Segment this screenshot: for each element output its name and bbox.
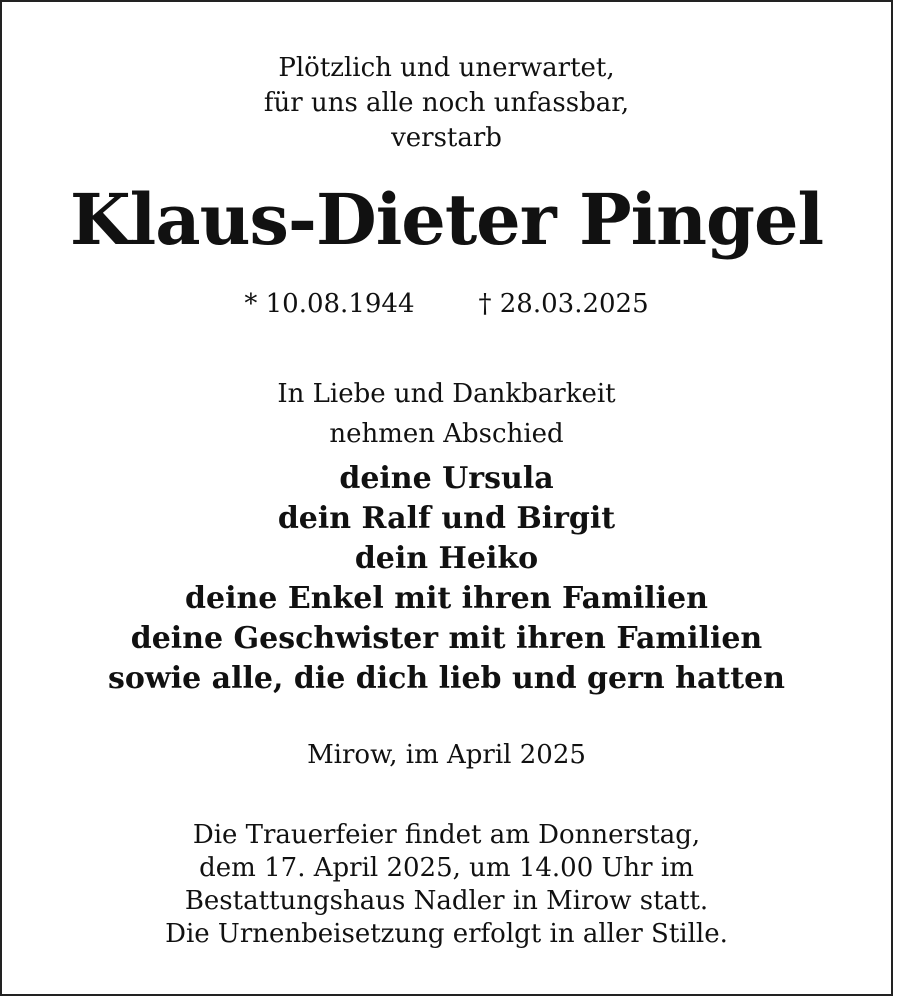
life-dates [2, 291, 891, 317]
intro-line: verstarb [391, 123, 502, 153]
family-member: deine Ursula [339, 461, 554, 496]
intro-line: Plötzlich und unerwartet, [278, 53, 615, 83]
family-member: dein Heiko [354, 541, 539, 576]
service-line: dem 17. April 2025, um 14.00 Uhr im [199, 853, 694, 883]
mourning-line: nehmen Abschied [329, 419, 564, 449]
intro-line: für uns alle noch unfassbar, [263, 88, 630, 118]
deceased-name: Klaus-Dieter Pingel [69, 178, 824, 261]
family-member: sowie alle, die dich lieb und gern hatten [108, 661, 785, 696]
birth-date: * 10.08.1944 [244, 289, 415, 319]
service-line: Die Urnenbeisetzung erfolgt in aller Stille. [165, 919, 728, 949]
death-date: † 28.03.2025 [478, 289, 649, 319]
service-line: Die Trauerfeier findet am Donnerstag, [192, 820, 701, 850]
place-date: Mirow, im April 2025 [307, 740, 586, 770]
family-member: deine Geschwister mit ihren Familien [130, 621, 763, 656]
mourning-line: In Liebe und Dankbarkeit [277, 379, 616, 409]
family-member: dein Ralf und Birgit [277, 501, 616, 536]
family-member: deine Enkel mit ihren Familien [185, 581, 708, 616]
service-line: Bestattungshaus Nadler in Mirow statt. [184, 886, 709, 916]
